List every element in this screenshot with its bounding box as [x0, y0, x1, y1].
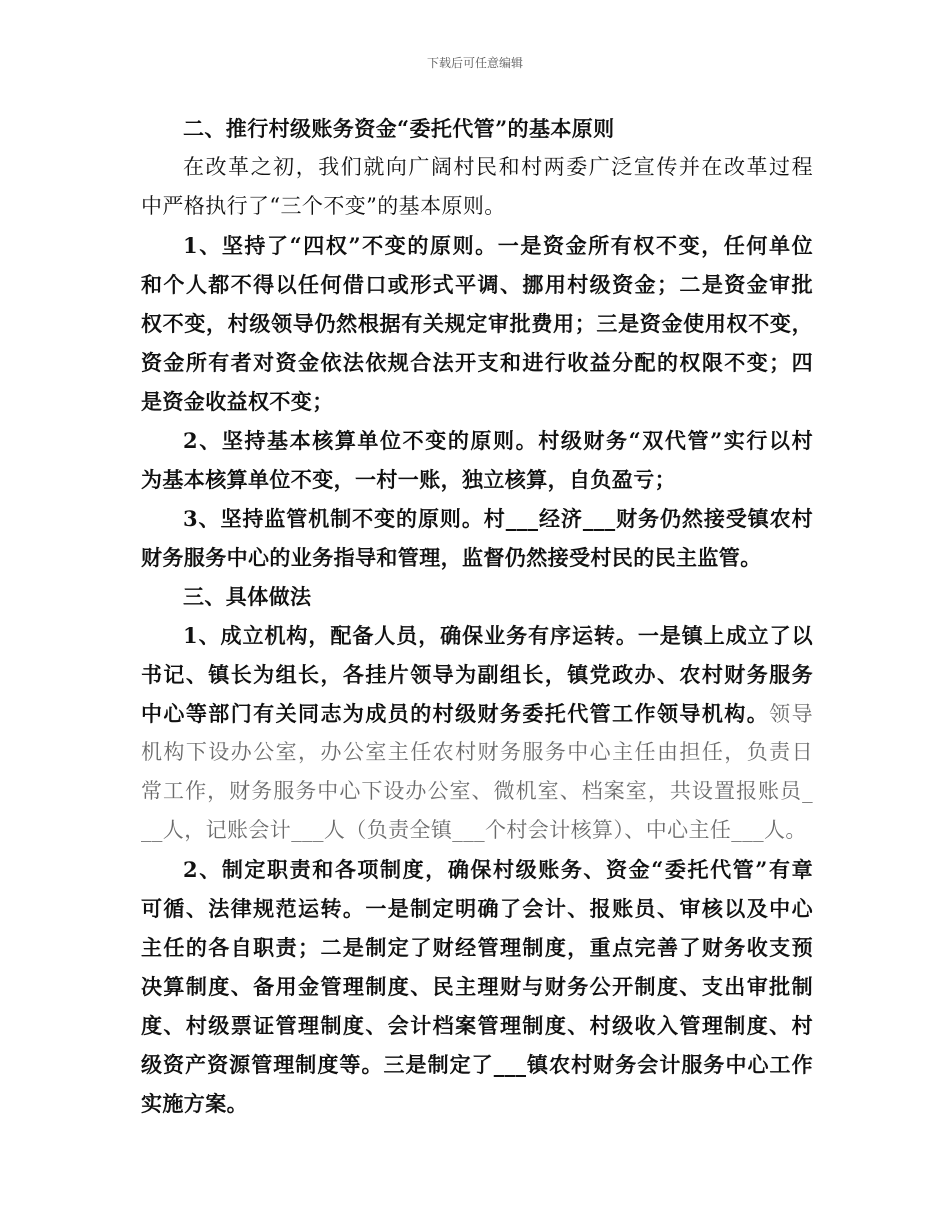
- line-text: 1、坚持了“四权”不变的原则。一是资金所有权不变，任何单位: [183, 233, 813, 258]
- page-header: 下载后可任意编辑: [426, 56, 523, 70]
- paragraph-line: [141, 772, 813, 811]
- line-text: 中严格执行了“三个不变”的基本原则。: [141, 194, 506, 218]
- paragraph-line: [141, 343, 813, 382]
- line-text: 是资金收益权不变；: [141, 389, 334, 414]
- paragraph-line: [141, 226, 813, 265]
- line-text: 财务服务中心的业务指导和管理，监督仍然接受村民的民主监管。: [141, 545, 762, 570]
- line-text: 级资产资源管理制度等。三是制定了___镇农村财务会计服务中心工作: [141, 1052, 813, 1077]
- paragraph-line: [141, 499, 813, 538]
- line-text: 2、制定职责和各项制度，确保村级账务、资金“委托代管”有章: [183, 857, 813, 882]
- line-text: 二、推行村级账务资金“委托代管”的基本原则: [183, 116, 615, 141]
- line-text: 机构下设办公室，办公室主任农村财务服务中心主任由担任，负责日: [141, 740, 813, 764]
- line-text: 在改革之初，我们就向广阔村民和村两委广泛宣传并在改革过程: [183, 155, 813, 179]
- line-text: 书记、镇长为组长，各挂片领导为副组长，镇党政办、农村财务服务: [141, 662, 813, 687]
- paragraph-line: [141, 187, 813, 226]
- paragraph-line: [141, 304, 813, 343]
- line-text: 实施方案。: [141, 1091, 248, 1116]
- line-text: 中心等部门有关同志为成员的村级财务委托代管工作领导机构。: [141, 701, 770, 726]
- paragraph-line: [141, 1045, 813, 1084]
- line-text: 权不变，村级领导仍然根据有关规定审批费用；三是资金使用权不变，: [141, 311, 813, 336]
- paragraph-line: [141, 811, 813, 850]
- line-text: 2、坚持基本核算单位不变的原则。村级财务“双代管”实行以村: [183, 428, 813, 453]
- paragraph-line: [141, 967, 813, 1006]
- line-text: 为基本核算单位不变，一村一账，独立核算，自负盈亏；: [141, 467, 676, 492]
- line-text: 决算制度、备用金管理制度、民主理财与财务公开制度、支出审批制: [141, 974, 813, 999]
- line-text: 和个人都不得以任何借口或形式平调、挪用村级资金；二是资金审批: [141, 272, 813, 297]
- paragraph-line: [141, 655, 813, 694]
- document-body: [141, 109, 813, 1123]
- line-text: 1、成立机构，配备人员，确保业务有序运转。一是镇上成立了以: [183, 623, 813, 648]
- paragraph-line: [141, 850, 813, 889]
- paragraph-line: [141, 148, 813, 187]
- line-text: 主任的各自职责；二是制定了财经管理制度，重点完善了财务收支预: [141, 935, 813, 960]
- paragraph-line: [141, 538, 813, 577]
- line-text: __人，记账会计___人（负责全镇___个村会计核算）、中心主任___人。: [141, 818, 807, 842]
- paragraph-line: [141, 460, 813, 499]
- paragraph-line: [141, 1084, 813, 1123]
- paragraph-line: [141, 889, 813, 928]
- paragraph-line: [141, 1006, 813, 1045]
- paragraph-line: [141, 265, 813, 304]
- line-text: 可循、法律规范运转。一是制定明确了会计、报账员、审核以及中心: [141, 896, 813, 921]
- paragraph-line: [141, 421, 813, 460]
- paragraph-line: [141, 577, 813, 616]
- paragraph-line: [141, 109, 813, 148]
- line-text: 3、坚持监管机制不变的原则。村___经济___财务仍然接受镇农村: [183, 506, 813, 531]
- paragraph-line: [141, 382, 813, 421]
- paragraph-line: [141, 928, 813, 967]
- line-tail-text: 领导: [769, 702, 813, 726]
- line-text: 资金所有者对资金依法依规合法开支和进行收益分配的权限不变；四: [141, 350, 813, 375]
- line-text: 常工作，财务服务中心下设办公室、微机室、档案室，共设置报账员_: [141, 779, 813, 803]
- paragraph-line: [141, 694, 813, 733]
- paragraph-line: [141, 733, 813, 772]
- line-text: 三、具体做法: [183, 584, 312, 609]
- line-text: 度、村级票证管理制度、会计档案管理制度、村级收入管理制度、村: [141, 1013, 813, 1038]
- paragraph-line: [141, 616, 813, 655]
